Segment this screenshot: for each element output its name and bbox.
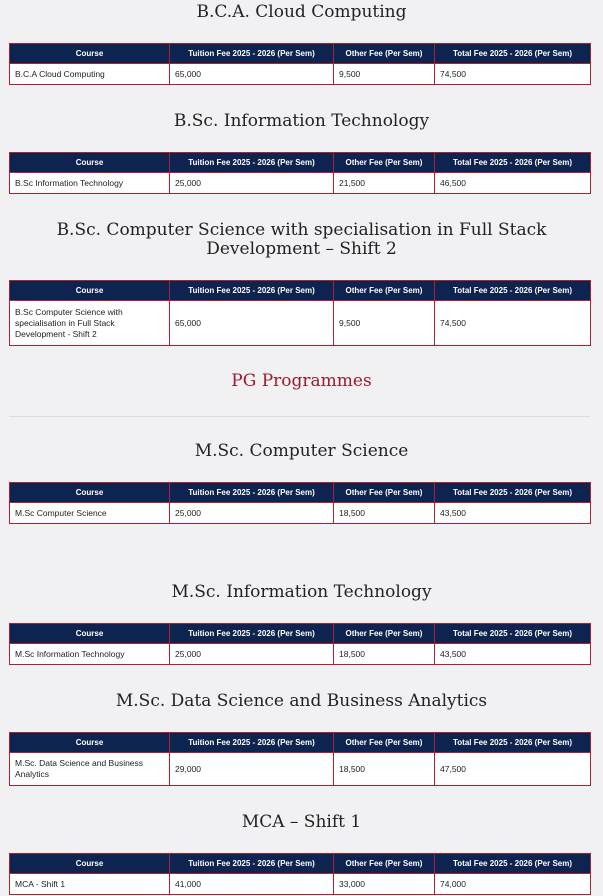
header-course: Course [10,733,170,753]
table-row [10,644,591,665]
section-bsc-cs-fullstack [0,221,603,259]
header-total: Total Fee 2025 - 2026 (Per Sem) [435,624,591,644]
header-course: Course [10,624,170,644]
cell-course: M.Sc. Data Science and Business Analytics [10,753,170,786]
section-title: M.Sc. Information Technology [171,582,432,602]
cell-total: 74,500 [435,64,591,85]
cell-tuition: 65,000 [170,64,334,85]
cell-course: M.Sc Computer Science [10,503,170,524]
cell-other: 21,500 [334,173,435,194]
cell-tuition: 41,000 [170,874,334,895]
header-tuition: Tuition Fee 2025 - 2026 (Per Sem) [170,854,334,874]
cell-other: 18,500 [334,503,435,524]
cell-tuition: 25,000 [170,173,334,194]
cell-tuition: 25,000 [170,503,334,524]
header-total: Total Fee 2025 - 2026 (Per Sem) [435,44,591,64]
header-tuition: Tuition Fee 2025 - 2026 (Per Sem) [170,44,334,64]
section-title: B.Sc. Information Technology [173,111,430,131]
header-tuition: Tuition Fee 2025 - 2026 (Per Sem) [170,733,334,753]
header-course: Course [10,153,170,173]
table-row [10,64,591,85]
header-total: Total Fee 2025 - 2026 (Per Sem) [435,733,591,753]
section-title: B.Sc. Computer Science with specialisation in Full Stack Development – Shift 2 [56,220,547,259]
fee-table [9,732,591,786]
pg-programmes-section [0,372,603,391]
section-title: MCA – Shift 1 [241,812,362,832]
cell-total: 74,000 [435,874,591,895]
section-bsc-it [0,112,603,131]
table-header-row [10,281,591,301]
cell-other: 18,500 [334,644,435,665]
fee-table [9,152,591,194]
header-tuition: Tuition Fee 2025 - 2026 (Per Sem) [170,281,334,301]
table-header-row [10,733,591,753]
table-header-row [10,153,591,173]
header-total: Total Fee 2025 - 2026 (Per Sem) [435,153,591,173]
table-row [10,173,591,194]
section-mca-shift1 [0,813,603,832]
header-total: Total Fee 2025 - 2026 (Per Sem) [435,854,591,874]
header-other: Other Fee (Per Sem) [334,153,435,173]
section-title: M.Sc. Data Science and Business Analytics [115,691,488,711]
header-course: Course [10,281,170,301]
header-other: Other Fee (Per Sem) [334,281,435,301]
header-course: Course [10,44,170,64]
cell-other: 9,500 [334,301,435,346]
cell-other: 18,500 [334,753,435,786]
cell-tuition: 29,000 [170,753,334,786]
header-total: Total Fee 2025 - 2026 (Per Sem) [435,281,591,301]
section-divider [9,416,590,417]
header-tuition: Tuition Fee 2025 - 2026 (Per Sem) [170,624,334,644]
cell-total: 46,500 [435,173,591,194]
cell-total: 47,500 [435,753,591,786]
cell-course: MCA - Shift 1 [10,874,170,895]
table-header-row [10,624,591,644]
fee-table [9,853,591,895]
table-row [10,301,591,346]
section-title: M.Sc. Computer Science [194,441,409,461]
cell-course: B.C.A Cloud Computing [10,64,170,85]
fee-table [9,623,591,665]
cell-course: M.Sc Information Technology [10,644,170,665]
header-other: Other Fee (Per Sem) [334,733,435,753]
cell-tuition: 65,000 [170,301,334,346]
header-other: Other Fee (Per Sem) [334,44,435,64]
header-tuition: Tuition Fee 2025 - 2026 (Per Sem) [170,483,334,503]
section-title: B.C.A. Cloud Computing [196,2,407,22]
table-row [10,503,591,524]
header-course: Course [10,483,170,503]
cell-tuition: 25,000 [170,644,334,665]
table-row [10,753,591,786]
section-bca-cloud [0,3,603,22]
header-other: Other Fee (Per Sem) [334,483,435,503]
section-msc-data-science [0,692,603,711]
cell-total: 43,500 [435,503,591,524]
section-msc-cs [0,442,603,461]
fee-table [9,482,591,524]
table-row [10,874,591,895]
table-header-row [10,44,591,64]
cell-other: 33,000 [334,874,435,895]
cell-course: B.Sc Computer Science with specialisation in Full Stack Development - Shift 2 [10,301,170,346]
section-msc-it [0,583,603,602]
header-course: Course [10,854,170,874]
header-tuition: Tuition Fee 2025 - 2026 (Per Sem) [170,153,334,173]
fee-table [9,43,591,85]
cell-other: 9,500 [334,64,435,85]
table-header-row [10,483,591,503]
pg-programmes-heading: PG Programmes [231,371,372,391]
cell-total: 43,500 [435,644,591,665]
header-other: Other Fee (Per Sem) [334,624,435,644]
table-header-row [10,854,591,874]
header-total: Total Fee 2025 - 2026 (Per Sem) [435,483,591,503]
fee-table [9,280,591,346]
cell-total: 74,500 [435,301,591,346]
header-other: Other Fee (Per Sem) [334,854,435,874]
cell-course: B.Sc Information Technology [10,173,170,194]
